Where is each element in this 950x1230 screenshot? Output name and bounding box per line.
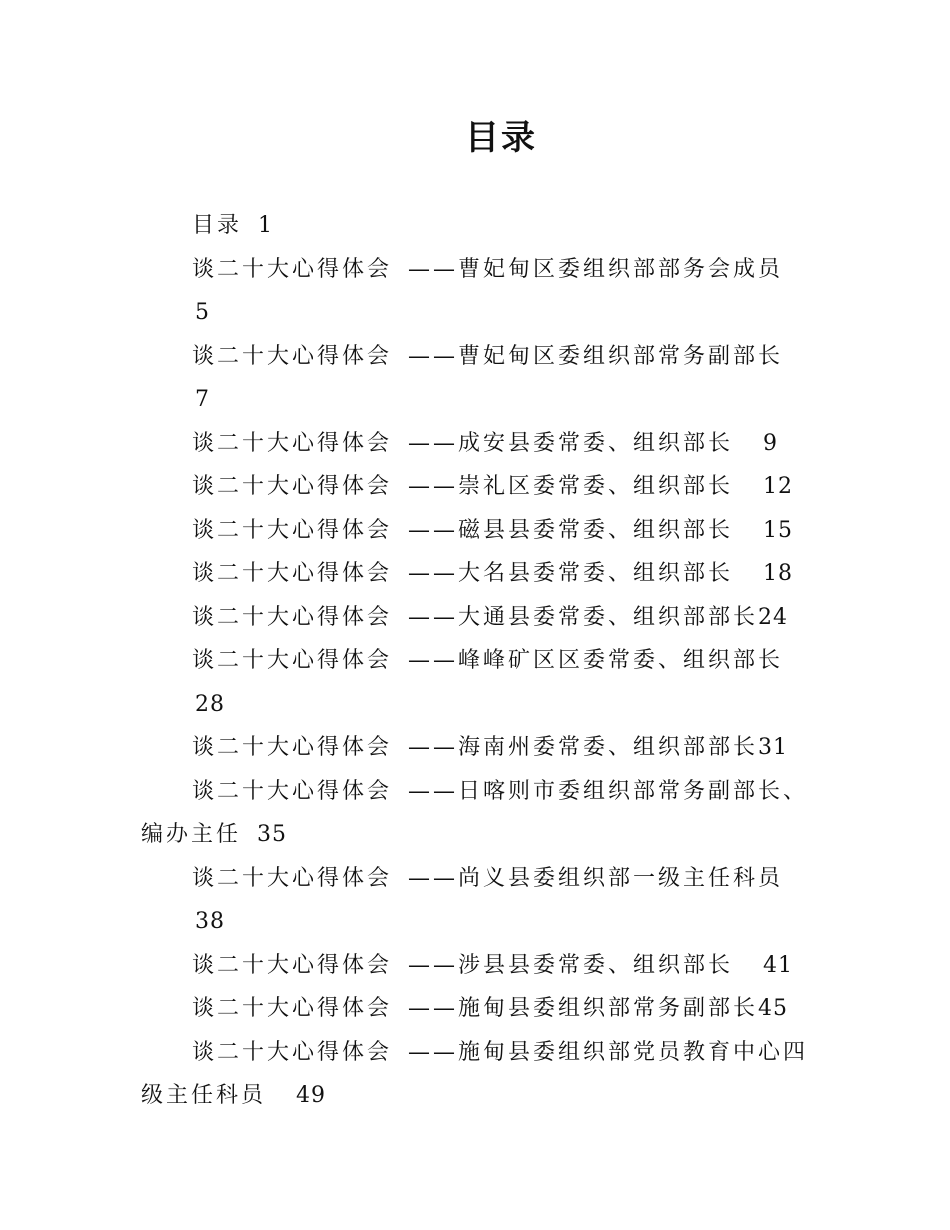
- toc-entry-continuation: [141, 900, 806, 944]
- toc-page-number: 49: [296, 1083, 327, 1108]
- toc-entry-dash: ——: [408, 474, 459, 499]
- toc-entry[interactable]: [141, 204, 806, 248]
- toc-entry-prefix: 谈二十大心得体会: [192, 474, 393, 499]
- toc-entry-continuation: [141, 1074, 806, 1118]
- toc-entry[interactable]: [141, 509, 806, 553]
- toc-entry-text-continued: 级主任科员: [141, 1083, 267, 1108]
- toc-entry-dash: ——: [408, 604, 459, 630]
- toc-entry-dash: ——: [408, 430, 459, 456]
- toc-entry[interactable]: [141, 987, 806, 1031]
- toc-entry-dash: ——: [408, 778, 459, 804]
- toc-page-number: 38: [195, 909, 225, 934]
- toc-entry-text: 曹妃甸区委组织部常务副部长: [458, 343, 784, 369]
- toc-page-number: 1: [258, 213, 274, 238]
- toc-entry[interactable]: [141, 335, 806, 379]
- toc-entry-prefix: 谈二十大心得体会: [192, 735, 393, 760]
- toc-page-number: 9: [763, 430, 779, 456]
- toc-entry-text: 磁县县委常委、组织部长: [458, 517, 734, 543]
- toc-page-number: 31: [758, 735, 789, 760]
- toc-page-number: 12: [763, 474, 794, 499]
- toc-entry[interactable]: [141, 596, 806, 640]
- toc-entry-continuation: [141, 813, 806, 857]
- toc-entry-dash: ——: [408, 517, 459, 543]
- toc-entry[interactable]: [141, 770, 809, 814]
- toc-entry-continuation: [141, 378, 806, 422]
- toc-entry-text: 海南州委常委、组织部部长: [458, 735, 759, 760]
- toc-entry-text: 成安县委常委、组织部长: [458, 430, 734, 456]
- toc-entry-dash: ——: [408, 1039, 459, 1065]
- toc-entry-text: 日喀则市委组织部常务副部长、: [458, 778, 809, 804]
- toc-entry-prefix: 谈二十大心得体会: [192, 561, 393, 586]
- toc-page-number: 45: [758, 996, 789, 1021]
- toc-entry-text-continued: 编办主任: [141, 822, 242, 847]
- toc-entry-text: 施甸县委组织部常务副部长: [458, 996, 759, 1021]
- toc-entry-prefix: 谈二十大心得体会: [192, 952, 393, 978]
- toc-entry-text: 尚义县委组织部一级主任科员: [458, 865, 784, 891]
- toc-entry-dash: ——: [408, 561, 459, 586]
- toc-entry[interactable]: [141, 1031, 809, 1075]
- toc-page-number: 35: [257, 822, 288, 847]
- toc-entry[interactable]: [141, 857, 806, 901]
- toc-entry-text: 曹妃甸区委组织部部务会成员: [458, 256, 784, 282]
- toc-entry-prefix: 谈二十大心得体会: [192, 343, 393, 369]
- toc-entry-text: 施甸县委组织部党员教育中心四: [458, 1039, 809, 1065]
- toc-page-number: 24: [758, 604, 789, 630]
- toc-entry[interactable]: [141, 726, 806, 770]
- toc-entry-prefix: 谈二十大心得体会: [192, 865, 393, 891]
- toc-page-number: 18: [763, 561, 794, 586]
- toc-entry[interactable]: [141, 552, 806, 596]
- toc-entry[interactable]: [141, 422, 806, 466]
- table-of-contents: [141, 204, 809, 1118]
- toc-entry[interactable]: [141, 944, 806, 988]
- toc-entry-dash: ——: [408, 343, 459, 369]
- toc-page-number: 41: [763, 952, 794, 978]
- toc-entry-prefix: 谈二十大心得体会: [192, 1039, 393, 1065]
- toc-entry-dash: ——: [408, 648, 459, 673]
- toc-entry-text: 大名县委常委、组织部长: [458, 561, 734, 586]
- toc-entry-dash: ——: [408, 735, 459, 760]
- toc-entry-text: 大通县委常委、组织部部长: [458, 604, 759, 630]
- toc-entry-dash: ——: [408, 952, 459, 978]
- page-title: 目录: [465, 118, 537, 158]
- toc-entry-prefix: 谈二十大心得体会: [192, 778, 393, 804]
- toc-entry-prefix: 谈二十大心得体会: [192, 256, 393, 282]
- toc-entry-text: 目录: [192, 213, 243, 238]
- toc-entry-prefix: 谈二十大心得体会: [192, 430, 393, 456]
- toc-entry-continuation: [141, 683, 806, 727]
- toc-entry-text: 崇礼区委常委、组织部长: [458, 474, 734, 499]
- toc-entry[interactable]: [141, 248, 806, 292]
- toc-entry-prefix: 谈二十大心得体会: [192, 517, 393, 543]
- toc-entry-text: 涉县县委常委、组织部长: [458, 952, 734, 978]
- toc-entry-prefix: 谈二十大心得体会: [192, 604, 393, 630]
- toc-entry-dash: ——: [408, 865, 459, 891]
- toc-entry-prefix: 谈二十大心得体会: [192, 996, 393, 1021]
- toc-entry[interactable]: [141, 465, 806, 509]
- toc-entry-prefix: 谈二十大心得体会: [192, 648, 393, 673]
- toc-entry[interactable]: [141, 639, 806, 683]
- toc-page-number: 15: [763, 517, 794, 543]
- toc-page-number: 7: [195, 387, 210, 412]
- toc-entry-dash: ——: [408, 996, 459, 1021]
- toc-entry-dash: ——: [408, 256, 459, 282]
- toc-page-number: 28: [195, 691, 225, 717]
- toc-page-number: 5: [195, 300, 210, 325]
- toc-entry-continuation: [141, 291, 806, 335]
- toc-entry-text: 峰峰矿区区委常委、组织部长: [458, 648, 784, 673]
